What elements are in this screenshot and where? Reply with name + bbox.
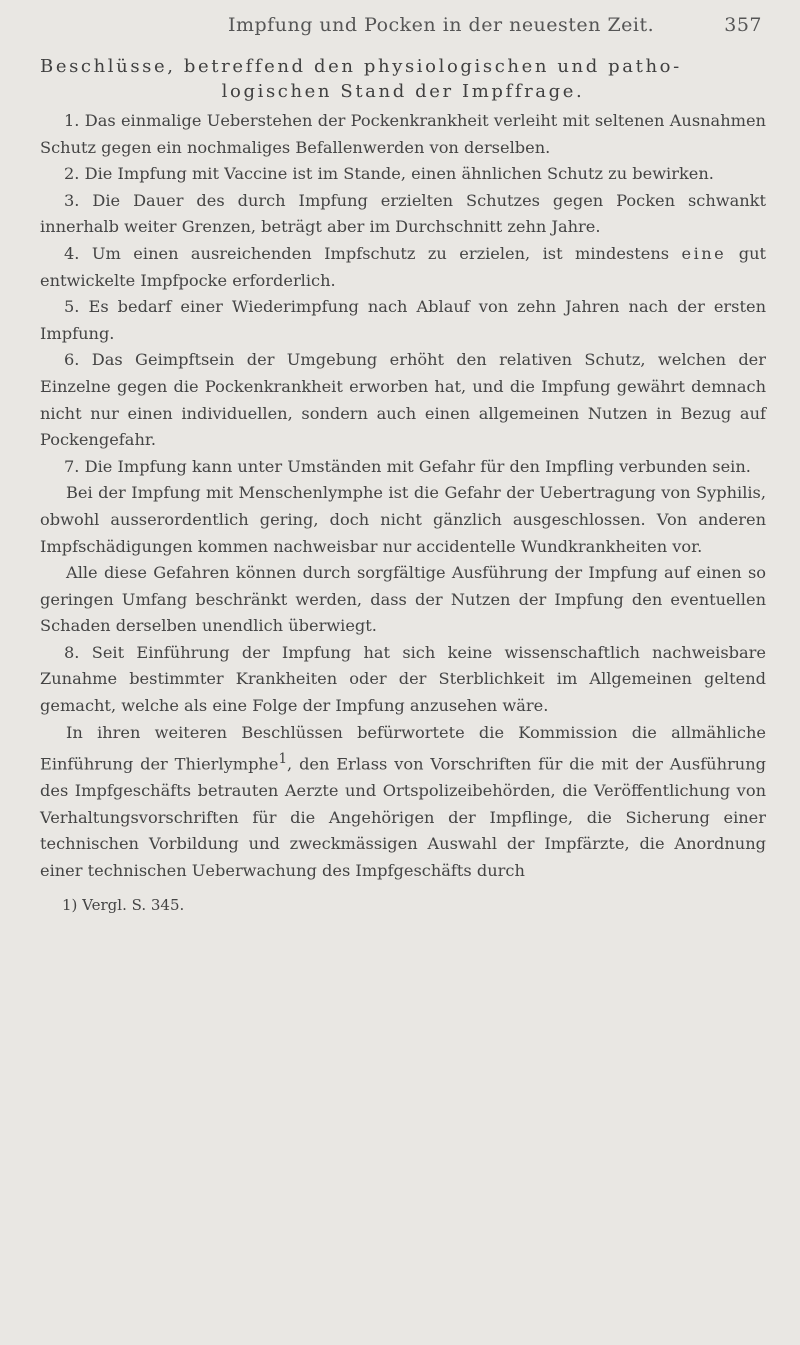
emphasized-word: eine — [681, 243, 727, 263]
item-text: Die Impfung kann unter Umständen mit Gefahr für den Impfling verbunden sein. — [84, 456, 751, 476]
resolution-item — [40, 108, 766, 161]
item-text: gut entwickelte Impfpocke erforderlich. — [40, 243, 766, 290]
item-number: 2. — [64, 164, 80, 184]
running-head — [40, 14, 766, 54]
resolution-item — [40, 294, 766, 347]
closing-text: , den Erlass von Vorschriften für die mit der Ausführung des Impfgeschäfts betrauten Aerzte und Ortspolizeibehörden, die Veröffentlichung von Verhaltungsvorschriften für die Angehörigen der Impflinge, die Sicherung einer technischen Vorbildung und zweckmässigen Auswahl der Impfärzte, die Anordnung einer technischen Ueberwachung des Impfgeschäfts durch — [40, 754, 766, 881]
footnote: 1) Vergl. S. 345. — [62, 895, 185, 914]
resolution-item — [40, 241, 766, 294]
resolution-item — [40, 347, 766, 453]
item-text: Die Dauer des durch Impfung erzielten Schutzes gegen Pocken schwankt innerhalb weiter Grenzen, beträgt aber im Durchschnitt zehn Jahre. — [40, 190, 766, 237]
item-number: 3. — [64, 190, 80, 210]
section-title-line-1: Beschlüsse, betreffend den physiologischen und patho- — [40, 56, 682, 77]
resolution-item — [40, 188, 766, 241]
closing-paragraph — [40, 720, 766, 885]
resolution-item — [40, 640, 766, 720]
running-title: Impfung und Pocken in der neuesten Zeit. — [228, 14, 655, 36]
paragraph-syphilis-risk: Bei der Impfung mit Menschenlymphe ist die Gefahr der Uebertragung von Syphilis, obwohl ausserordentlich gering, doch nicht gänzlich ausgeschlossen. Von anderen Impfschädigungen kommen nachweisbar nur accidentelle Wundkrankheiten vor. — [40, 483, 766, 556]
resolution-item — [40, 161, 766, 188]
item-text: Es bedarf einer Wiederimpfung nach Ablauf von zehn Jahren nach der ersten Impfung. — [40, 297, 766, 343]
paragraph-risk-benefit: Alle diese Gefahren können durch sorgfältige Ausführung der Impfung auf einen so geringen Umfang beschränkt werden, dass der Nutzen der Impfung den eventuellen Schaden derselben unendlich überwiegt. — [40, 563, 766, 636]
closing-text: In ihren weiteren Beschlüssen befürwortete die Kommission die allmähliche Einführung der Thierlymphe — [40, 722, 766, 774]
item-number: 8. — [64, 642, 80, 662]
section-title — [40, 54, 766, 104]
item-number: 5. — [64, 297, 80, 317]
item-text: Das einmalige Ueberstehen der Pockenkrankheit verleiht mit seltenen Ausnahmen Schutz gegen ein nochmaliges Befallenwerden von derselben. — [40, 111, 766, 157]
item-text: Um einen ausreichenden Impfschutz zu erzielen, ist mindestens — [91, 243, 670, 263]
item-number: 7. — [64, 456, 80, 476]
item-text: Das Geimpftsein der Umgebung erhöht den relativen Schutz, welchen der Einzelne gegen die Pockenkrankheit erworben hat, und die Impfung gewährt demnach nicht nur einen individuellen, sondern auch einen allgemeinen Nutzen in Bezug auf Pockengefahr. — [40, 350, 767, 450]
page-number: 357 — [724, 14, 762, 36]
item-text: Die Impfung mit Vaccine ist im Stande, einen ähnlichen Schutz zu bewirken. — [84, 164, 714, 184]
footnote-marker: 1 — [278, 751, 288, 768]
resolution-item — [40, 454, 766, 481]
item-text: Seit Einführung der Impfung hat sich keine wissenschaftlich nachweisbare Zunahme bestimmter Krankheiten oder der Sterblichkeit im Allgemeinen geltend gemacht, welche als eine Folge der Impfung anzusehen wäre. — [40, 642, 766, 716]
item-number: 4. — [64, 243, 80, 263]
item-number: 6. — [64, 350, 80, 370]
item-number: 1. — [64, 111, 80, 130]
section-title-line-2: logischen Stand der Impffrage. — [221, 81, 585, 102]
